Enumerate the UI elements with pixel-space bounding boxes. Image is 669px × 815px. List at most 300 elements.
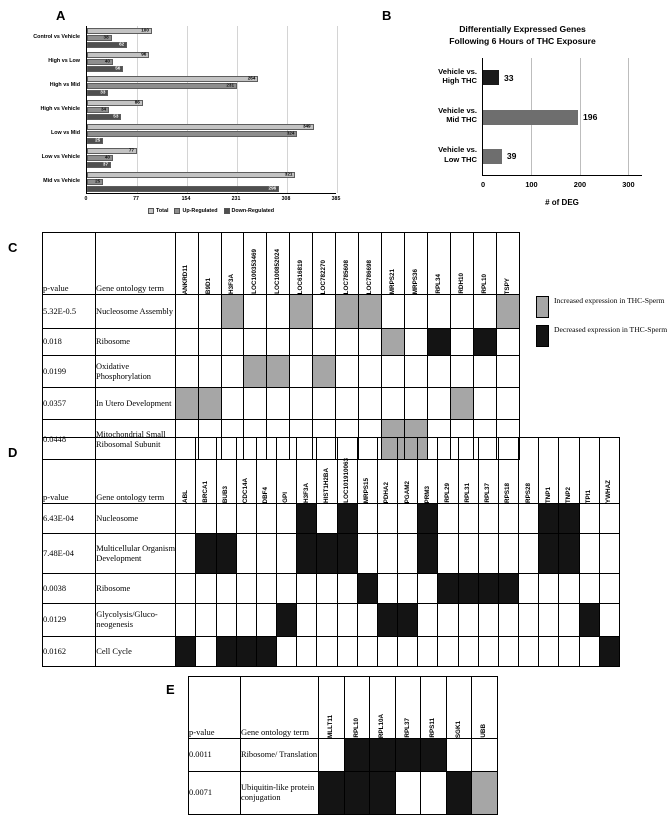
cell-empty xyxy=(496,329,519,356)
cell-empty xyxy=(474,388,497,420)
panel-a xyxy=(8,8,366,220)
cell-increased-expression xyxy=(496,295,519,329)
gridline xyxy=(337,26,338,193)
panel-a-x-tick-label: 154 xyxy=(181,196,191,202)
gene-name-label: UBB xyxy=(480,724,488,738)
cell-empty xyxy=(579,534,599,574)
cell-empty xyxy=(290,388,313,420)
cell-empty xyxy=(317,574,337,604)
panel-b-bar-row xyxy=(483,149,643,164)
gene-name-label: RPL31 xyxy=(464,483,472,503)
cell-empty xyxy=(196,637,216,667)
gene-name-label: RPL10A xyxy=(378,713,386,738)
header-gene xyxy=(519,438,539,504)
panel-b-x-tick-label: 0 xyxy=(480,180,486,189)
header-gene xyxy=(319,677,345,739)
cell-go-term: Mitochondrial Small Ribosomal Subunit xyxy=(96,420,176,460)
header-p-value: p-value xyxy=(43,233,96,295)
header-gene xyxy=(267,233,290,295)
table-header-row xyxy=(43,438,620,504)
cell-decreased-expression xyxy=(256,637,276,667)
header-gene xyxy=(382,233,405,295)
cell-empty xyxy=(244,329,267,356)
panel-a-bar xyxy=(87,107,109,113)
panel-a-bar xyxy=(87,155,113,161)
panel-a-bar xyxy=(87,131,297,137)
cell-empty xyxy=(539,604,559,637)
cell-increased-expression xyxy=(359,295,382,329)
cell-empty xyxy=(405,356,428,388)
cell-p-value: 0.0357 xyxy=(43,388,96,420)
cell-empty xyxy=(398,637,418,667)
cell-empty xyxy=(472,739,498,772)
gene-name-label: TNP1 xyxy=(544,486,552,503)
cell-empty xyxy=(382,295,405,329)
gene-name-label: LOC616819 xyxy=(297,259,305,294)
panel-e xyxy=(166,676,498,815)
gene-name-label: LOC100353469 xyxy=(251,249,259,294)
table-row xyxy=(43,329,520,356)
gridline xyxy=(287,26,288,193)
gene-name-label: RPL29 xyxy=(443,483,451,503)
gene-name-label: ANKRD11 xyxy=(182,264,190,294)
panel-a-bar-value: 296 xyxy=(268,185,277,191)
cell-increased-expression xyxy=(451,388,474,420)
cell-decreased-expression xyxy=(176,637,196,667)
panel-a-bar-value: 349 xyxy=(302,123,311,129)
gene-name-label: TPI1 xyxy=(585,489,593,503)
header-gene xyxy=(438,438,458,504)
cell-decreased-expression xyxy=(344,772,370,815)
cell-empty xyxy=(277,504,297,534)
gene-name-label: DBF4 xyxy=(262,486,270,503)
cell-empty xyxy=(336,356,359,388)
cell-empty xyxy=(357,534,377,574)
cell-decreased-expression xyxy=(398,604,418,637)
header-gene-ontology-term: Gene ontology term xyxy=(96,233,176,295)
cell-empty xyxy=(236,574,256,604)
panel-b-x-tick-label: 200 xyxy=(573,180,587,189)
gene-name-label: LOC101910063 xyxy=(342,458,350,503)
cell-empty xyxy=(498,504,518,534)
panel-a-bar-value: 25 xyxy=(95,137,101,143)
cell-empty xyxy=(377,637,397,667)
gridline xyxy=(237,26,238,193)
panel-a-category-label: Control vs Vehicle xyxy=(33,34,80,41)
table-row xyxy=(43,534,620,574)
cell-empty xyxy=(297,604,317,637)
header-gene xyxy=(175,233,198,295)
cell-decreased-expression xyxy=(498,574,518,604)
cell-empty xyxy=(267,295,290,329)
cell-empty xyxy=(377,574,397,604)
cell-decreased-expression xyxy=(357,574,377,604)
gene-name-label: RPL34 xyxy=(434,274,442,294)
cell-empty xyxy=(428,388,451,420)
gene-name-label: RPL37 xyxy=(484,483,492,503)
cell-empty xyxy=(428,356,451,388)
panel-c-legend-item xyxy=(536,296,668,318)
panel-b-category-label-line1: Vehicle vs. xyxy=(438,106,477,115)
header-gene xyxy=(317,438,337,504)
cell-empty xyxy=(599,604,619,637)
legend-swatch-icon xyxy=(174,208,180,214)
header-gene xyxy=(277,438,297,504)
panel-a-bar xyxy=(87,179,103,185)
panel-a-bar xyxy=(87,35,112,41)
cell-empty xyxy=(418,637,438,667)
header-gene xyxy=(236,438,256,504)
cell-empty xyxy=(458,637,478,667)
panel-b-bar xyxy=(483,149,502,164)
cell-empty xyxy=(405,388,428,420)
cell-p-value: 0.0071 xyxy=(189,772,241,815)
cell-empty xyxy=(277,534,297,574)
cell-increased-expression xyxy=(267,356,290,388)
cell-empty xyxy=(559,574,579,604)
panel-b-bar-value: 39 xyxy=(506,151,517,162)
panel-b-bar-value: 196 xyxy=(583,112,598,122)
panel-a-bar-value: 25 xyxy=(95,178,101,184)
panel-a-legend-item xyxy=(174,208,217,214)
cell-decreased-expression xyxy=(395,739,421,772)
panel-b-category-label xyxy=(377,145,477,164)
panel-c-table xyxy=(42,232,520,460)
panel-b-bar xyxy=(483,70,499,85)
cell-empty xyxy=(519,574,539,604)
table-header-row xyxy=(189,677,498,739)
cell-increased-expression xyxy=(382,329,405,356)
panel-a-legend-label: Total xyxy=(155,208,169,214)
gene-name-label: LOC100852024 xyxy=(274,249,282,294)
cell-empty xyxy=(317,637,337,667)
panel-a-bar xyxy=(87,172,295,178)
table-row xyxy=(189,739,498,772)
gene-name-label: MRPS21 xyxy=(389,268,397,294)
cell-empty xyxy=(599,534,619,574)
panel-e-letter: E xyxy=(166,682,175,697)
panel-a-bar xyxy=(87,42,127,48)
cell-decreased-expression xyxy=(337,534,357,574)
cell-empty xyxy=(519,604,539,637)
cell-p-value: 0.0448 xyxy=(43,420,96,460)
cell-increased-expression xyxy=(175,388,198,420)
panel-b-bar-row xyxy=(483,70,643,85)
header-gene xyxy=(196,438,216,504)
cell-p-value: 6.43E-04 xyxy=(43,504,96,534)
gene-name-label: TNP2 xyxy=(564,486,572,503)
cell-empty xyxy=(236,504,256,534)
cell-empty xyxy=(196,604,216,637)
table-row xyxy=(43,356,520,388)
gene-name-label: PDHA2 xyxy=(383,481,391,503)
gene-name-label: HIST1H2BA xyxy=(322,468,330,503)
header-gene xyxy=(297,438,317,504)
cell-empty xyxy=(428,295,451,329)
table-row xyxy=(43,504,620,534)
gene-name-label: TSPY xyxy=(503,277,511,294)
panel-a-bar xyxy=(87,90,108,96)
panel-c-legend-label: Decreased expression in THC-Sperm xyxy=(554,325,668,334)
cell-empty xyxy=(478,534,498,574)
cell-decreased-expression xyxy=(317,534,337,574)
cell-decreased-expression xyxy=(370,772,396,815)
cell-increased-expression xyxy=(313,356,336,388)
panel-c-legend-label: Increased expression in THC-Sperm xyxy=(554,296,665,305)
gene-name-label: LOC782270 xyxy=(320,259,328,294)
table-row xyxy=(43,388,520,420)
cell-empty xyxy=(418,574,438,604)
legend-swatch-icon xyxy=(224,208,230,214)
header-gene xyxy=(395,677,421,739)
cell-empty xyxy=(478,504,498,534)
cell-decreased-expression xyxy=(216,637,236,667)
cell-decreased-expression xyxy=(337,504,357,534)
gene-name-label: BRCA1 xyxy=(201,481,209,503)
cell-decreased-expression xyxy=(539,504,559,534)
cell-empty xyxy=(451,356,474,388)
panel-b-plot-area xyxy=(438,58,642,189)
header-gene-ontology-term: Gene ontology term xyxy=(241,677,319,739)
cell-empty xyxy=(221,356,244,388)
header-gene xyxy=(405,233,428,295)
panel-c xyxy=(8,232,520,460)
gene-name-label: RPL10 xyxy=(352,718,360,738)
panel-a-bar-value: 324 xyxy=(286,130,295,136)
gene-name-label: MRPS36 xyxy=(411,268,419,294)
cell-empty xyxy=(357,504,377,534)
cell-empty xyxy=(313,329,336,356)
header-gene xyxy=(357,438,377,504)
panel-a-legend-label: Up-Regulated xyxy=(182,208,218,214)
gene-name-label: H3F3A xyxy=(228,274,236,294)
gene-name-label: LOC786698 xyxy=(366,259,374,294)
panel-a-category-label: Low vs Mid xyxy=(50,130,80,137)
cell-empty xyxy=(236,604,256,637)
header-gene xyxy=(579,438,599,504)
panel-a-bar xyxy=(87,52,149,58)
cell-empty xyxy=(382,356,405,388)
panel-a-bar-value: 40 xyxy=(104,58,110,64)
cell-decreased-expression xyxy=(446,772,472,815)
cell-empty xyxy=(405,329,428,356)
cell-empty xyxy=(398,534,418,574)
cell-decreased-expression xyxy=(458,574,478,604)
header-gene xyxy=(472,677,498,739)
panel-a-bar xyxy=(87,162,111,168)
header-gene xyxy=(176,438,196,504)
cell-empty xyxy=(579,574,599,604)
cell-empty xyxy=(359,388,382,420)
header-gene xyxy=(474,233,497,295)
cell-empty xyxy=(398,504,418,534)
panel-b-category-label-line1: Vehicle vs. xyxy=(438,145,477,155)
cell-decreased-expression xyxy=(438,574,458,604)
cell-go-term: Nucleosome xyxy=(96,504,176,534)
gene-name-label: CDC14A xyxy=(242,477,250,503)
cell-decreased-expression xyxy=(428,329,451,356)
header-gene xyxy=(451,233,474,295)
cell-empty xyxy=(176,604,196,637)
cell-empty xyxy=(418,604,438,637)
cell-decreased-expression xyxy=(236,637,256,667)
cell-go-term: In Utero Development xyxy=(96,388,176,420)
gene-name-label: RPS11 xyxy=(429,718,437,738)
panel-b-title-line1: Differentially Expressed Genes xyxy=(459,24,586,34)
cell-decreased-expression xyxy=(478,574,498,604)
panel-a-x-tick-label: 231 xyxy=(231,196,241,202)
cell-decreased-expression xyxy=(559,504,579,534)
cell-empty xyxy=(496,388,519,420)
gene-name-label: YWHAZ xyxy=(605,479,613,503)
gene-name-label: RPS18 xyxy=(504,483,512,503)
cell-empty xyxy=(395,772,421,815)
panel-a-bar-value: 33 xyxy=(100,89,106,95)
header-gene xyxy=(244,233,267,295)
cell-empty xyxy=(216,574,236,604)
panel-a-bar xyxy=(87,138,103,144)
table-header-row xyxy=(43,233,520,295)
cell-empty xyxy=(359,329,382,356)
header-gene xyxy=(370,677,396,739)
panel-b-category-label xyxy=(377,106,477,125)
cell-increased-expression xyxy=(221,295,244,329)
cell-empty xyxy=(175,295,198,329)
panel-a-bar xyxy=(87,148,137,154)
cell-empty xyxy=(244,295,267,329)
cell-decreased-expression xyxy=(599,637,619,667)
header-gene xyxy=(256,438,276,504)
header-gene xyxy=(336,233,359,295)
cell-empty xyxy=(498,637,518,667)
cell-empty xyxy=(175,329,198,356)
panel-a-x-tick-label: 385 xyxy=(331,196,341,202)
panel-b-x-axis-title: # of DEG xyxy=(545,198,579,207)
panel-a-legend-label: Down-Regulated xyxy=(231,208,275,214)
cell-decreased-expression xyxy=(377,604,397,637)
cell-p-value: 0.0129 xyxy=(43,604,96,637)
cell-go-term: Nucleosome Assembly xyxy=(96,295,176,329)
cell-empty xyxy=(498,604,518,637)
panel-b-category-label xyxy=(377,67,477,86)
cell-empty xyxy=(478,604,498,637)
panel-a-bar-value: 34 xyxy=(100,106,107,112)
panel-a-category-label: High vs Mid xyxy=(49,82,80,89)
panel-a-bar-value: 40 xyxy=(104,154,110,160)
cell-decreased-expression xyxy=(559,534,579,574)
panel-a-legend-item xyxy=(224,208,275,214)
cell-empty xyxy=(277,637,297,667)
cell-empty xyxy=(196,574,216,604)
cell-empty xyxy=(337,604,357,637)
header-gene xyxy=(559,438,579,504)
panel-a-bar-value: 100 xyxy=(141,27,149,33)
gene-name-label: H3F3A xyxy=(302,483,310,503)
panel-a-plot-area xyxy=(86,26,336,194)
panel-b-title-line2: Following 6 Hours of THC Exposure xyxy=(449,35,596,46)
panel-a-bar-value: 96 xyxy=(141,51,147,57)
gene-name-label: SGK1 xyxy=(454,720,462,738)
cell-empty xyxy=(176,534,196,574)
panel-b-category-label-line1: Vehicle vs. xyxy=(438,66,477,76)
legend-swatch-icon xyxy=(536,296,549,318)
panel-a-bar-value: 56 xyxy=(115,65,121,71)
panel-a-bar xyxy=(87,59,113,65)
gridline xyxy=(187,26,188,193)
panel-a-category-label: Mid vs Vehicle xyxy=(43,178,80,185)
cell-empty xyxy=(357,604,377,637)
cell-empty xyxy=(458,604,478,637)
cell-decreased-expression xyxy=(344,739,370,772)
cell-p-value: 7.48E-04 xyxy=(43,534,96,574)
header-gene xyxy=(539,438,559,504)
cell-empty xyxy=(256,604,276,637)
header-p-value: p-value xyxy=(189,677,241,739)
cell-empty xyxy=(438,504,458,534)
panel-a-bar xyxy=(87,124,314,130)
gene-name-label: RPS28 xyxy=(524,483,532,503)
gene-name-label: BUB3 xyxy=(221,485,229,503)
cell-empty xyxy=(176,574,196,604)
panel-b-bar-row xyxy=(483,110,643,125)
cell-empty xyxy=(319,739,345,772)
cell-empty xyxy=(478,637,498,667)
cell-decreased-expression xyxy=(319,772,345,815)
cell-decreased-expression xyxy=(297,504,317,534)
gene-name-label: PGAM2 xyxy=(403,480,411,503)
cell-empty xyxy=(216,504,236,534)
cell-empty xyxy=(539,574,559,604)
cell-empty xyxy=(519,637,539,667)
panel-a-x-tick-label: 0 xyxy=(84,196,88,202)
cell-empty xyxy=(196,504,216,534)
header-gene xyxy=(377,438,397,504)
cell-empty xyxy=(313,388,336,420)
panel-a-x-axis-ticks xyxy=(84,196,341,206)
cell-empty xyxy=(244,388,267,420)
gene-name-label: LOC785608 xyxy=(343,259,351,294)
cell-increased-expression xyxy=(290,295,313,329)
cell-empty xyxy=(256,534,276,574)
panel-a-category-label: High vs Low xyxy=(48,58,80,65)
cell-decreased-expression xyxy=(277,604,297,637)
panel-b-bar xyxy=(483,110,578,125)
cell-empty xyxy=(176,504,196,534)
cell-empty xyxy=(498,534,518,574)
gene-name-label: RDH10 xyxy=(457,273,465,294)
table-row xyxy=(189,772,498,815)
panel-a-chart xyxy=(8,26,366,220)
panel-b-category-label-line2: Low THC xyxy=(444,154,477,164)
legend-swatch-icon xyxy=(148,208,154,214)
cell-empty xyxy=(277,574,297,604)
panel-a-bar-value: 231 xyxy=(226,82,234,88)
header-gene xyxy=(290,233,313,295)
cell-empty xyxy=(221,388,244,420)
cell-empty xyxy=(198,295,221,329)
cell-empty xyxy=(337,637,357,667)
header-gene xyxy=(599,438,619,504)
header-p-value: p-value xyxy=(43,438,96,504)
panel-a-bar xyxy=(87,66,123,72)
header-gene xyxy=(446,677,472,739)
cell-go-term: Ribosome xyxy=(96,329,176,356)
panel-d xyxy=(8,437,620,667)
panel-a-bar-value: 264 xyxy=(247,75,256,81)
cell-decreased-expression xyxy=(539,534,559,574)
cell-empty xyxy=(313,295,336,329)
header-gene xyxy=(359,233,382,295)
